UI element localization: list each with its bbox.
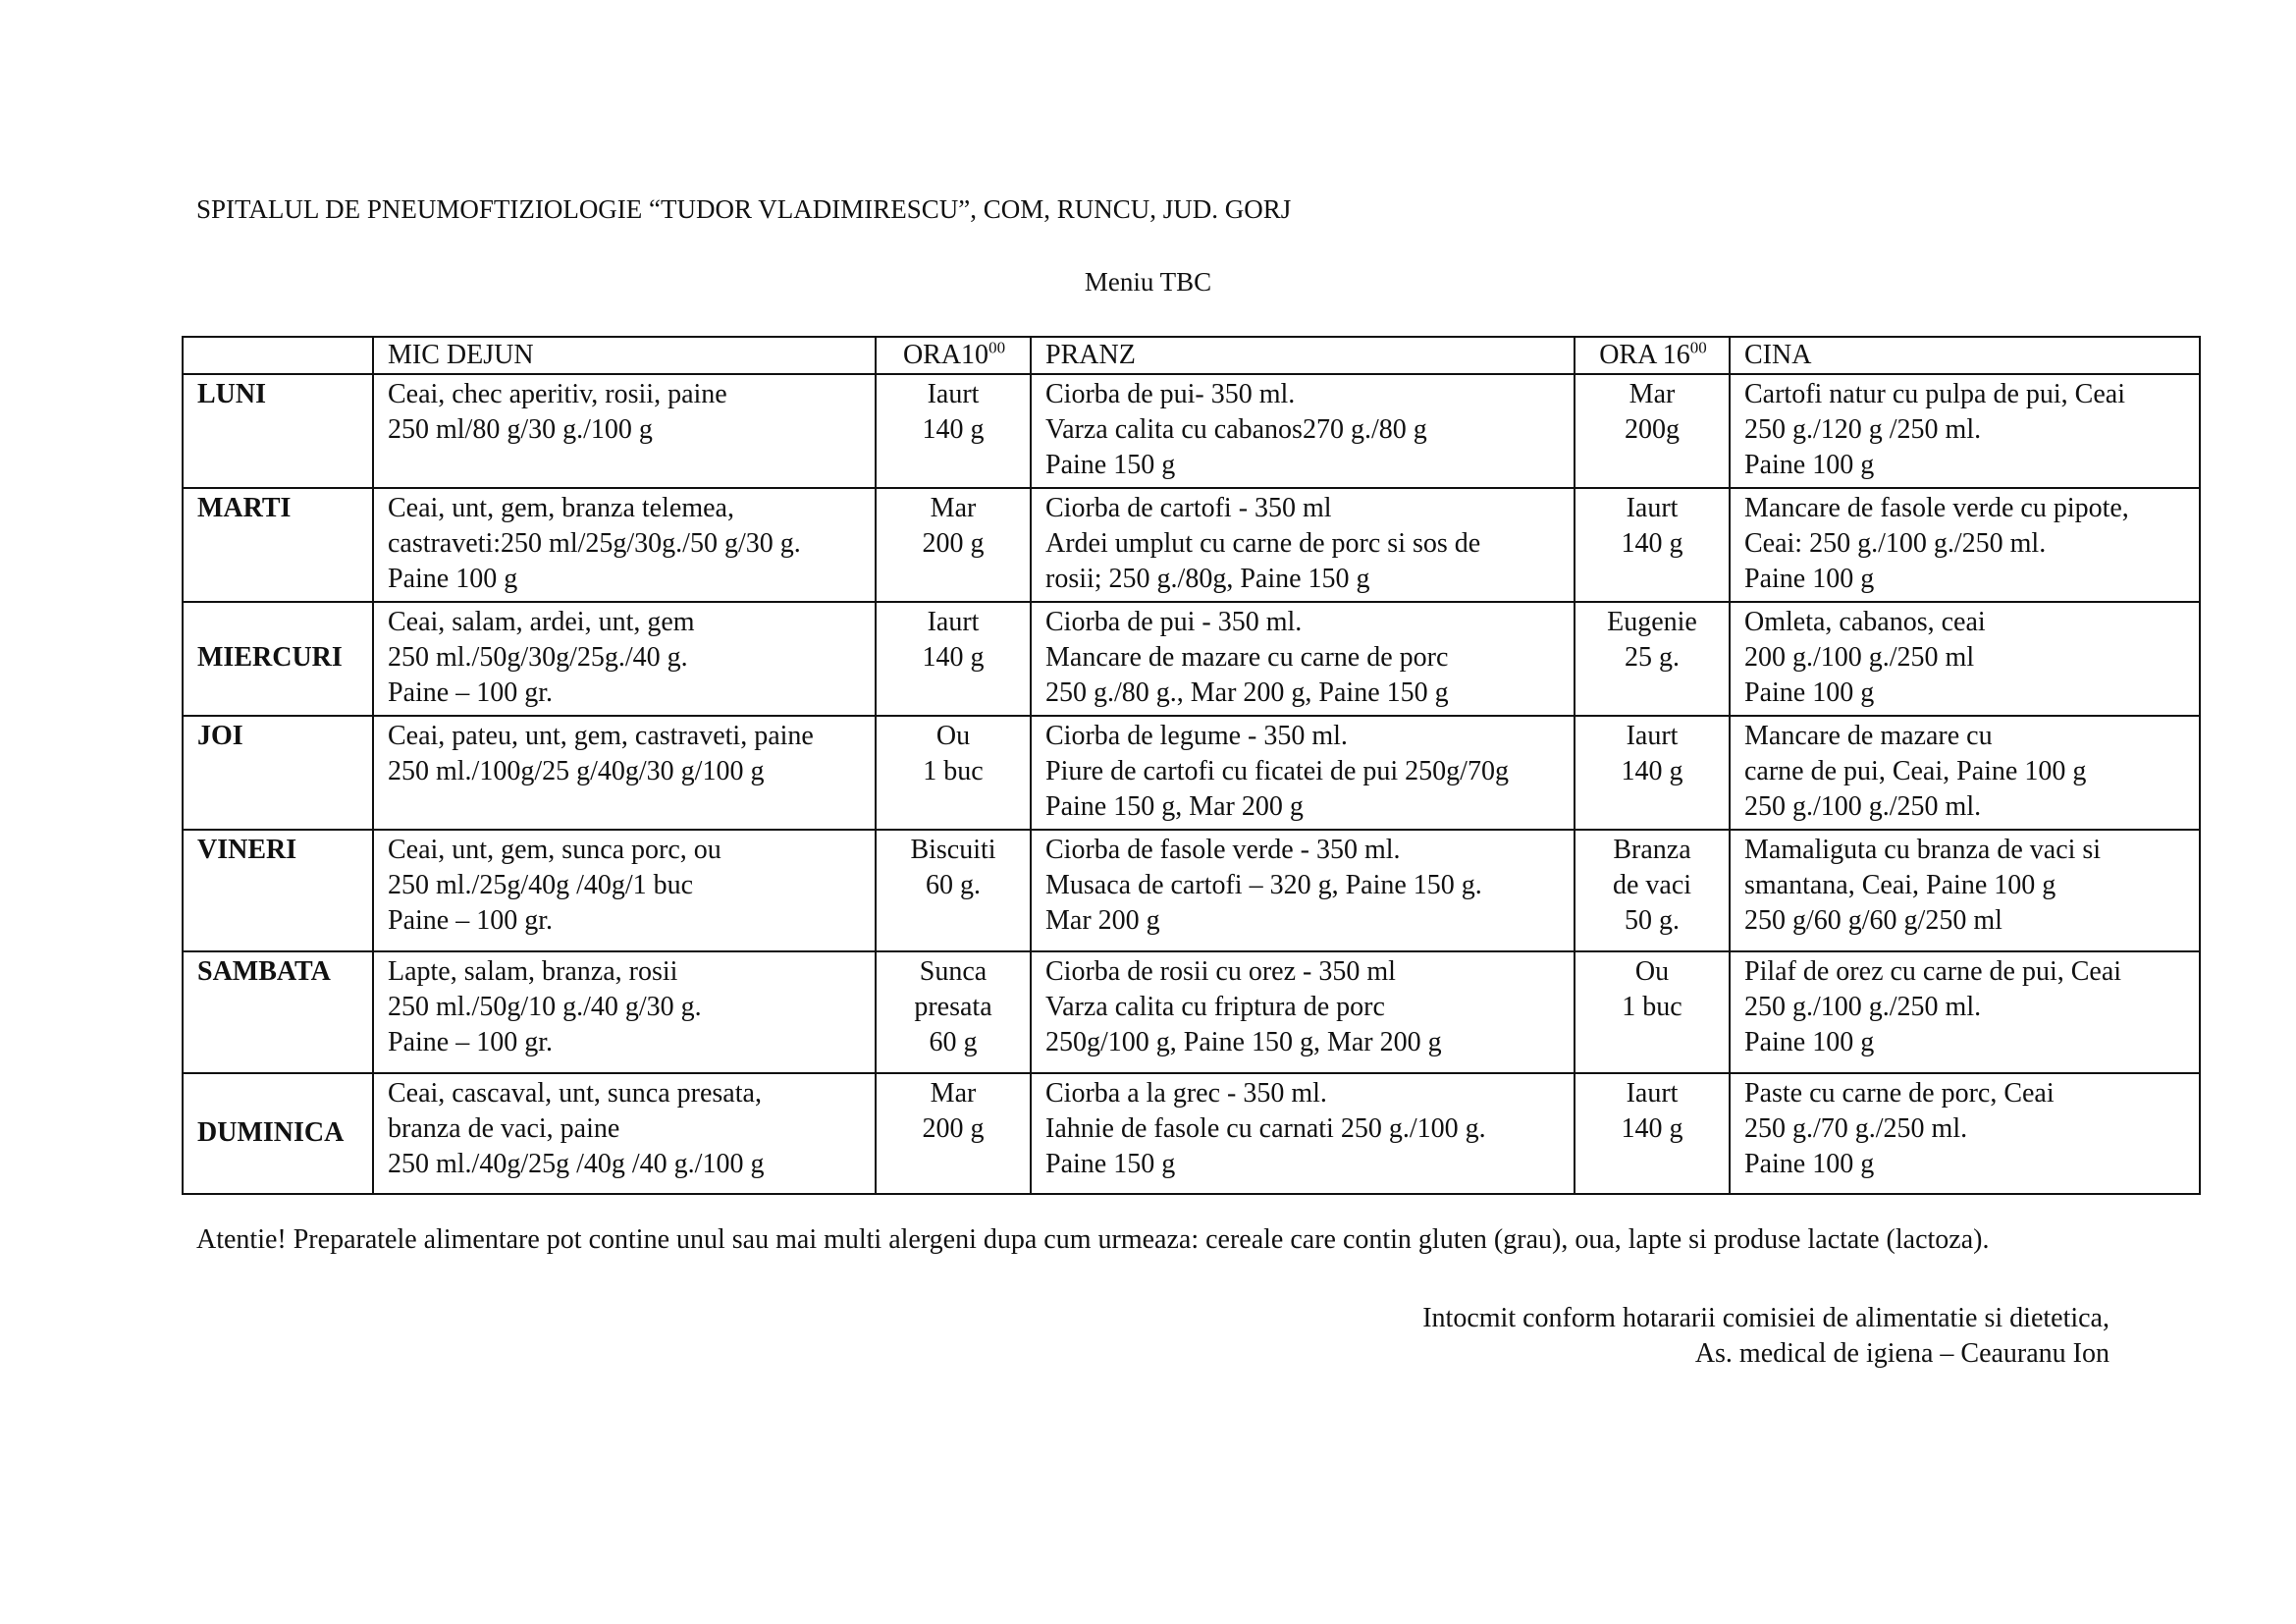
ora10-line: Sunca <box>919 956 988 987</box>
ora10-cell <box>876 951 1031 1073</box>
pranz-line: Ciorba de fasole verde - 350 ml. <box>1045 835 1401 865</box>
ora10-cell <box>876 488 1031 602</box>
cina-line: Paine 100 g <box>1744 1027 1875 1057</box>
ora16-cell <box>1575 951 1730 1073</box>
cina-line: Ceai: 250 g./100 g./250 ml. <box>1744 528 2047 559</box>
ora10-line: presata <box>914 992 992 1022</box>
ora16-line: Eugenie <box>1607 607 1697 637</box>
cina-line: 250 g./120 g /250 ml. <box>1744 414 1982 445</box>
ora16-line: 25 g. <box>1625 642 1680 673</box>
pranz-cell <box>1031 716 1575 830</box>
cina-line: Paste cu carne de porc, Ceai <box>1744 1078 2055 1109</box>
table-row <box>183 488 2200 602</box>
ora10-line: 60 g <box>929 1027 978 1057</box>
mic-dejun-line: 250 ml./25g/40g /40g/1 buc <box>388 870 694 900</box>
pranz-line: Ciorba de cartofi - 350 ml <box>1045 493 1332 523</box>
ora16-line: 140 g <box>1621 756 1683 786</box>
mic-dejun-line: Ceai, cascaval, unt, sunca presata, <box>388 1078 762 1109</box>
cina-line: Mancare de mazare cu <box>1744 721 1993 751</box>
pranz-cell <box>1031 830 1575 951</box>
cina-line: carne de pui, Ceai, Paine 100 g <box>1744 756 2087 786</box>
pranz-line: Ardei umplut cu carne de porc si sos de <box>1045 528 1481 559</box>
cina-cell <box>1730 374 2200 488</box>
pranz-line: Varza calita cu cabanos270 g./80 g <box>1045 414 1427 445</box>
cina-cell <box>1730 830 2200 951</box>
day-cell: VINERI <box>183 830 373 951</box>
hospital-header: SPITALUL DE PNEUMOFTIZIOLOGIE “TUDOR VLADIMIRESCU”, COM, RUNCU, JUD. GORJ <box>196 194 1292 224</box>
ora16-line: 50 g. <box>1625 905 1680 936</box>
pranz-line: 250 g./80 g., Mar 200 g, Paine 150 g <box>1045 677 1449 708</box>
mic-dejun-line: Ceai, chec aperitiv, rosii, paine <box>388 379 727 409</box>
mic-dejun-line: 250 ml./50g/30g/25g./40 g. <box>388 642 688 673</box>
day-cell: DUMINICA <box>183 1073 373 1194</box>
cina-line: Paine 100 g <box>1744 450 1875 480</box>
ora10-line: Iaurt <box>927 607 980 637</box>
pranz-line: Paine 150 g <box>1045 450 1176 480</box>
pranz-cell <box>1031 374 1575 488</box>
mic-dejun-cell <box>373 1073 876 1194</box>
mic-dejun-cell <box>373 374 876 488</box>
ora10-line: 1 buc <box>923 756 984 786</box>
header-ora16 <box>1575 337 1730 374</box>
ora16-cell <box>1575 1073 1730 1194</box>
mic-dejun-line: Paine 100 g <box>388 564 518 594</box>
table-row <box>183 1073 2200 1194</box>
ora16-cell <box>1575 602 1730 716</box>
cina-line: smantana, Ceai, Paine 100 g <box>1744 870 2056 900</box>
pranz-line: Piure de cartofi cu ficatei de pui 250g/70g <box>1045 756 1509 786</box>
ora10-line: 140 g <box>922 414 985 445</box>
mic-dejun-line: 250 ml./100g/25 g/40g/30 g/100 g <box>388 756 765 786</box>
table-header-row <box>183 337 2200 374</box>
signature-block <box>1422 1301 2109 1372</box>
ora10-line: 200 g <box>922 1113 985 1144</box>
ora10-cell <box>876 1073 1031 1194</box>
cina-cell <box>1730 488 2200 602</box>
pranz-line: Mar 200 g <box>1045 905 1160 936</box>
mic-dejun-line: Ceai, unt, gem, sunca porc, ou <box>388 835 721 865</box>
table-row <box>183 374 2200 488</box>
ora10-line: Mar <box>930 493 977 523</box>
ora16-cell <box>1575 374 1730 488</box>
pranz-cell <box>1031 488 1575 602</box>
pranz-line: Paine 150 g, Mar 200 g <box>1045 791 1304 822</box>
header-mic-dejun: MIC DEJUN <box>373 337 876 374</box>
header-day <box>183 337 373 374</box>
cina-line: Cartofi natur cu pulpa de pui, Ceai <box>1744 379 2125 409</box>
cina-cell <box>1730 602 2200 716</box>
ora16-line: de vaci <box>1612 870 1692 900</box>
mic-dejun-cell <box>373 716 876 830</box>
menu-table <box>182 336 2201 1195</box>
cina-cell <box>1730 716 2200 830</box>
ora16-cell <box>1575 830 1730 951</box>
ora16-line: 200g <box>1625 414 1680 445</box>
day-cell: JOI <box>183 716 373 830</box>
day-cell: LUNI <box>183 374 373 488</box>
cina-line: 200 g./100 g./250 ml <box>1744 642 1975 673</box>
mic-dejun-line: Paine – 100 gr. <box>388 1027 553 1057</box>
cina-line: Mamaliguta cu branza de vaci si <box>1744 835 2102 865</box>
pranz-line: Iahnie de fasole cu carnati 250 g./100 g. <box>1045 1113 1486 1144</box>
table-row <box>183 830 2200 951</box>
mic-dejun-cell <box>373 602 876 716</box>
mic-dejun-line: 250 ml./40g/25g /40g /40 g./100 g <box>388 1149 765 1179</box>
ora10-cell <box>876 602 1031 716</box>
mic-dejun-line: Ceai, unt, gem, branza telemea, <box>388 493 734 523</box>
ora10-line: Iaurt <box>927 379 980 409</box>
cina-cell <box>1730 1073 2200 1194</box>
mic-dejun-line: Lapte, salam, branza, rosii <box>388 956 678 987</box>
ora10-line: 140 g <box>922 642 985 673</box>
pranz-cell <box>1031 1073 1575 1194</box>
pranz-line: rosii; 250 g./80g, Paine 150 g <box>1045 564 1370 594</box>
menu-title: Meniu TBC <box>1084 267 1212 297</box>
ora16-line: Iaurt <box>1626 1078 1679 1109</box>
ora10-cell <box>876 374 1031 488</box>
pranz-cell <box>1031 951 1575 1073</box>
header-ora10-sup: 00 <box>988 338 1006 357</box>
header-ora10 <box>876 337 1031 374</box>
signature-line-2: As. medical de igiena – Ceauranu Ion <box>1694 1338 2109 1369</box>
ora10-line: 200 g <box>922 528 985 559</box>
day-cell: MIERCURI <box>183 602 373 716</box>
pranz-line: Ciorba de rosii cu orez - 350 ml <box>1045 956 1396 987</box>
ora10-line: Ou <box>935 721 971 751</box>
mic-dejun-line: 250 ml/80 g/30 g./100 g <box>388 414 653 445</box>
pranz-line: Mancare de mazare cu carne de porc <box>1045 642 1449 673</box>
pranz-line: 250g/100 g, Paine 150 g, Mar 200 g <box>1045 1027 1442 1057</box>
mic-dejun-line: branza de vaci, paine <box>388 1113 620 1144</box>
pranz-line: Paine 150 g <box>1045 1149 1176 1179</box>
ora10-cell <box>876 716 1031 830</box>
ora16-line: 140 g <box>1621 1113 1683 1144</box>
cina-line: Paine 100 g <box>1744 677 1875 708</box>
ora16-line: 1 buc <box>1622 992 1682 1022</box>
cina-line: Paine 100 g <box>1744 564 1875 594</box>
pranz-line: Ciorba de pui- 350 ml. <box>1045 379 1296 409</box>
table-row <box>183 716 2200 830</box>
cina-line: Pilaf de orez cu carne de pui, Ceai <box>1744 956 2122 987</box>
mic-dejun-line: Ceai, pateu, unt, gem, castraveti, paine <box>388 721 814 751</box>
day-cell: SAMBATA <box>183 951 373 1073</box>
ora10-line: 60 g. <box>926 870 981 900</box>
ora16-cell <box>1575 716 1730 830</box>
ora16-line: Mar <box>1629 379 1676 409</box>
ora10-cell <box>876 830 1031 951</box>
day-cell: MARTI <box>183 488 373 602</box>
cina-line: 250 g./100 g./250 ml. <box>1744 791 1982 822</box>
header-ora16-sup: 00 <box>1689 338 1707 357</box>
allergen-note: Atentie! Preparatele alimentare pot contine unul sau mai multi alergeni dupa cum urmeaza: cereale care contin gluten (grau), oua, lapte si produse lactate (lactoza). <box>196 1224 1990 1255</box>
pranz-line: Ciorba de pui - 350 ml. <box>1045 607 1303 637</box>
mic-dejun-line: Ceai, salam, ardei, unt, gem <box>388 607 695 637</box>
cina-line: 250 g./70 g./250 ml. <box>1744 1113 1968 1144</box>
mic-dejun-line: Paine – 100 gr. <box>388 677 553 708</box>
table-row <box>183 602 2200 716</box>
header-cina: CINA <box>1730 337 2200 374</box>
cina-line: 250 g./100 g./250 ml. <box>1744 992 1982 1022</box>
table-row <box>183 951 2200 1073</box>
ora16-line: 140 g <box>1621 528 1683 559</box>
mic-dejun-cell <box>373 951 876 1073</box>
mic-dejun-line: Paine – 100 gr. <box>388 905 553 936</box>
cina-line: 250 g/60 g/60 g/250 ml <box>1744 905 2002 936</box>
cina-line: Paine 100 g <box>1744 1149 1875 1179</box>
cina-cell <box>1730 951 2200 1073</box>
header-pranz: PRANZ <box>1031 337 1575 374</box>
header-ora16-label: ORA 16 <box>1599 340 1690 370</box>
mic-dejun-cell <box>373 830 876 951</box>
menu-body <box>183 374 2200 1194</box>
ora10-line: Biscuiti <box>910 835 996 865</box>
ora10-line: Mar <box>930 1078 977 1109</box>
pranz-line: Ciorba a la grec - 350 ml. <box>1045 1078 1327 1109</box>
ora16-line: Ou <box>1634 956 1670 987</box>
cina-line: Omleta, cabanos, ceai <box>1744 607 1986 637</box>
ora16-line: Iaurt <box>1626 721 1679 751</box>
mic-dejun-line: 250 ml./50g/10 g./40 g/30 g. <box>388 992 702 1022</box>
pranz-line: Varza calita cu friptura de porc <box>1045 992 1385 1022</box>
pranz-line: Ciorba de legume - 350 ml. <box>1045 721 1348 751</box>
ora16-line: Iaurt <box>1626 493 1679 523</box>
ora16-cell <box>1575 488 1730 602</box>
pranz-cell <box>1031 602 1575 716</box>
signature-line-1: Intocmit conform hotararii comisiei de alimentatie si dietetica, <box>1422 1303 2109 1333</box>
cina-line: Mancare de fasole verde cu pipote, <box>1744 493 2129 523</box>
ora16-line: Branza <box>1613 835 1691 865</box>
mic-dejun-line: castraveti:250 ml/25g/30g./50 g/30 g. <box>388 528 801 559</box>
pranz-line: Musaca de cartofi – 320 g, Paine 150 g. <box>1045 870 1482 900</box>
header-ora10-label: ORA10 <box>902 340 989 370</box>
mic-dejun-cell <box>373 488 876 602</box>
